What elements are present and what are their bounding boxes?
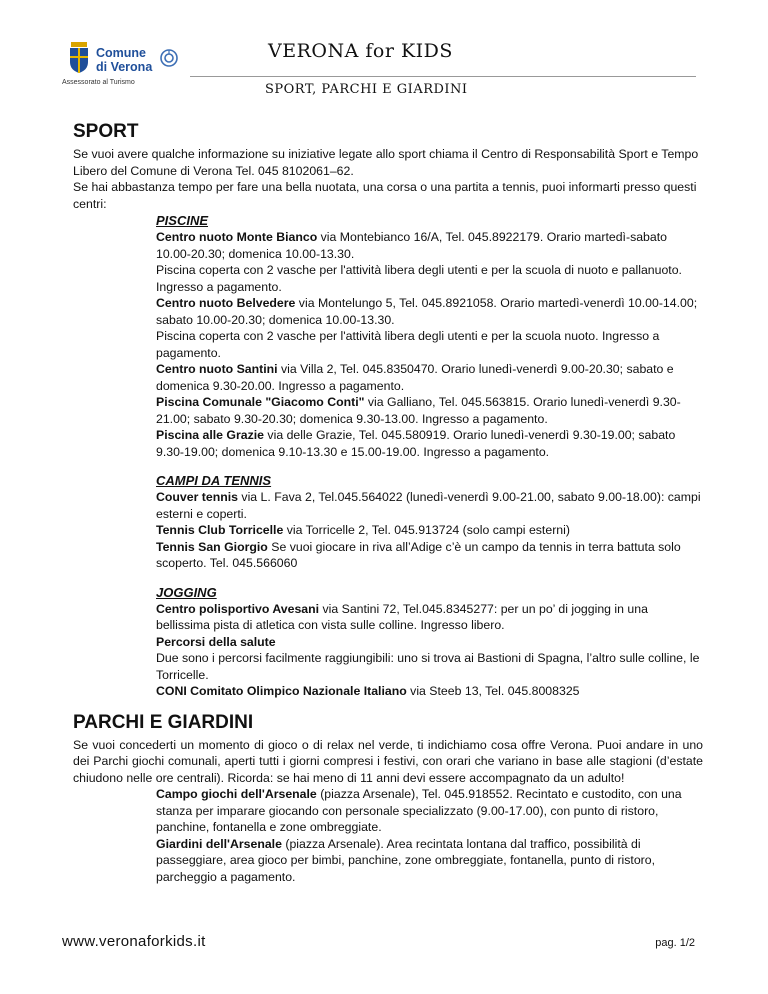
- list-item: Centro nuoto Belvedere via Montelungo 5, Tel. 045.8921058. Orario martedì-venerdì 10.00-14.00; sabato 10.00-20.30; domenica 10.00-13.30.: [156, 296, 698, 327]
- parchi-intro-paragraph: Se vuoi concederti un momento di gioco o di relax nel verde, ti indichiamo cosa offre Verona. Puoi andare in uno dei Parchi giochi comunali, aperti tutti i giorni compresi i festivi, con orari che variano in base alle stagioni (d’estate chiudono nelle ore centrali). Ricorda: se hai meno di 11 anni devi essere accompagnato da un adulto!: [73, 737, 703, 785]
- verona-crest-icon: [68, 42, 90, 74]
- document-body: [73, 121, 703, 885]
- page-title: VERONA for KIDS: [268, 40, 453, 62]
- jogging-section: [156, 584, 703, 700]
- list-item: Couver tennis via L. Fava 2, Tel.045.564022 (lunedì-venerdì 9.00-21.00, sabato 9.00-18.00): campi esterni e coperti.: [156, 490, 701, 521]
- piscine-section: [156, 212, 703, 460]
- list-item: Tennis Club Torricelle via Torricelle 2, Tel. 045.913724 (solo campi esterni): [156, 523, 570, 537]
- comune-di-verona-logo: [62, 40, 192, 90]
- list-item: Centro nuoto Monte Bianco via Montebianco 16/A, Tel. 045.8922179. Orario martedì-sabato 10.00-20.30; domenica 10.00-13.30.: [156, 230, 667, 261]
- sport-heading: SPORT: [73, 121, 139, 142]
- tennis-section: [156, 472, 703, 572]
- piscine-heading: PISCINE: [156, 213, 209, 228]
- logo-subtitle: Assessorato al Turismo: [62, 79, 135, 86]
- logo-line-1: Comune: [96, 46, 146, 60]
- footer-website: www.veronaforkids.it: [62, 933, 206, 950]
- list-item: CONI Comitato Olimpico Nazionale Italiano via Steeb 13, Tel. 045.8008325: [156, 684, 580, 698]
- list-item: Percorsi della salute: [156, 634, 276, 649]
- jogging-heading: JOGGING: [156, 584, 217, 600]
- parchi-heading: PARCHI E GIARDINI: [73, 711, 254, 733]
- list-item: Piscina coperta con 2 vasche per l'attività libera degli utenti e per la scuola di nuoto e pallanuoto. Ingresso a pagamento.: [156, 263, 682, 294]
- list-item: Piscina coperta con 2 vasche per l'attività libera degli utenti e per la scuola nuoto. Ingresso a pagamento.: [156, 329, 660, 360]
- logo-line-2: di Verona: [96, 60, 153, 74]
- list-item: Campo giochi dell'Arsenale (piazza Arsenale), Tel. 045.918552. Recintato e custodito, con una stanza per imparare giocando con personale specializzato (9.00-17.00), con punto di ristoro, panchine, fontanella e zone ombreggiate.: [156, 787, 682, 834]
- list-item: Giardini dell'Arsenale (piazza Arsenale). Area recintata lontana dal traffico, possibilità di passeggiare, area gioco per bimbi, panchine, zone ombreggiate, fontanella, punto di ristoro, parcheggio a pagamento.: [156, 836, 656, 884]
- header-divider: [190, 76, 696, 77]
- page-subtitle: SPORT, PARCHI E GIARDINI: [265, 82, 468, 97]
- list-item: Tennis San Giorgio Se vuoi giocare in riva all’Adige c’è un campo da tennis in terra battuta solo scoperto. Tel. 045.566060: [156, 539, 681, 570]
- list-item: Centro polisportivo Avesani via Santini 72, Tel.045.8345277: per un po’ di jogging in una bellissima pista di atletica con vista sulle colline. Ingresso libero.: [156, 601, 648, 632]
- parchi-intro: [73, 737, 703, 787]
- sport-intro-paragraph-1: Se vuoi avere qualche informazione su iniziative legate allo sport chiama il Centro di Responsabilità Sport e Tempo Libero del Comune di Verona Tel. 045 8102061–62.: [73, 147, 699, 178]
- sport-intro-paragraph-2: Se hai abbastanza tempo per fare una bella nuotata, una corsa o una partita a tennis, puoi informarti presso questi centri:: [73, 180, 697, 211]
- list-item: Piscina Comunale "Giacomo Conti" via Galliano, Tel. 045.563815. Orario lunedì-venerdì 9.30-21.00; sabato 9.30-20.30; domenica 9.30-13.00. Ingresso a pagamento.: [156, 395, 681, 426]
- list-item: Piscina alle Grazie via delle Grazie, Tel. 045.580919. Orario lunedì-venerdì 9.30-19.00; sabato 9.30-19.00; domenica 9.10-13.30 e 15.00-19.00. Ingresso a pagamento.: [156, 428, 676, 459]
- page-number: pag. 1/2: [655, 937, 695, 949]
- list-item: Due sono i percorsi facilmente raggiungibili: uno si trova ai Bastioni di Spagna, l’altro sulle colline, le Torricelle.: [156, 651, 700, 682]
- parchi-list: [156, 786, 703, 885]
- tennis-heading: CAMPI DA TENNIS: [156, 473, 272, 488]
- sport-intro: [73, 146, 703, 212]
- list-item: Centro nuoto Santini via Villa 2, Tel. 045.8350470. Orario lunedì-venerdì 9.00-20.30; sabato e domenica 9.30-20.00. Ingresso a pagamento.: [156, 362, 674, 393]
- tourism-emblem-icon: [160, 49, 178, 67]
